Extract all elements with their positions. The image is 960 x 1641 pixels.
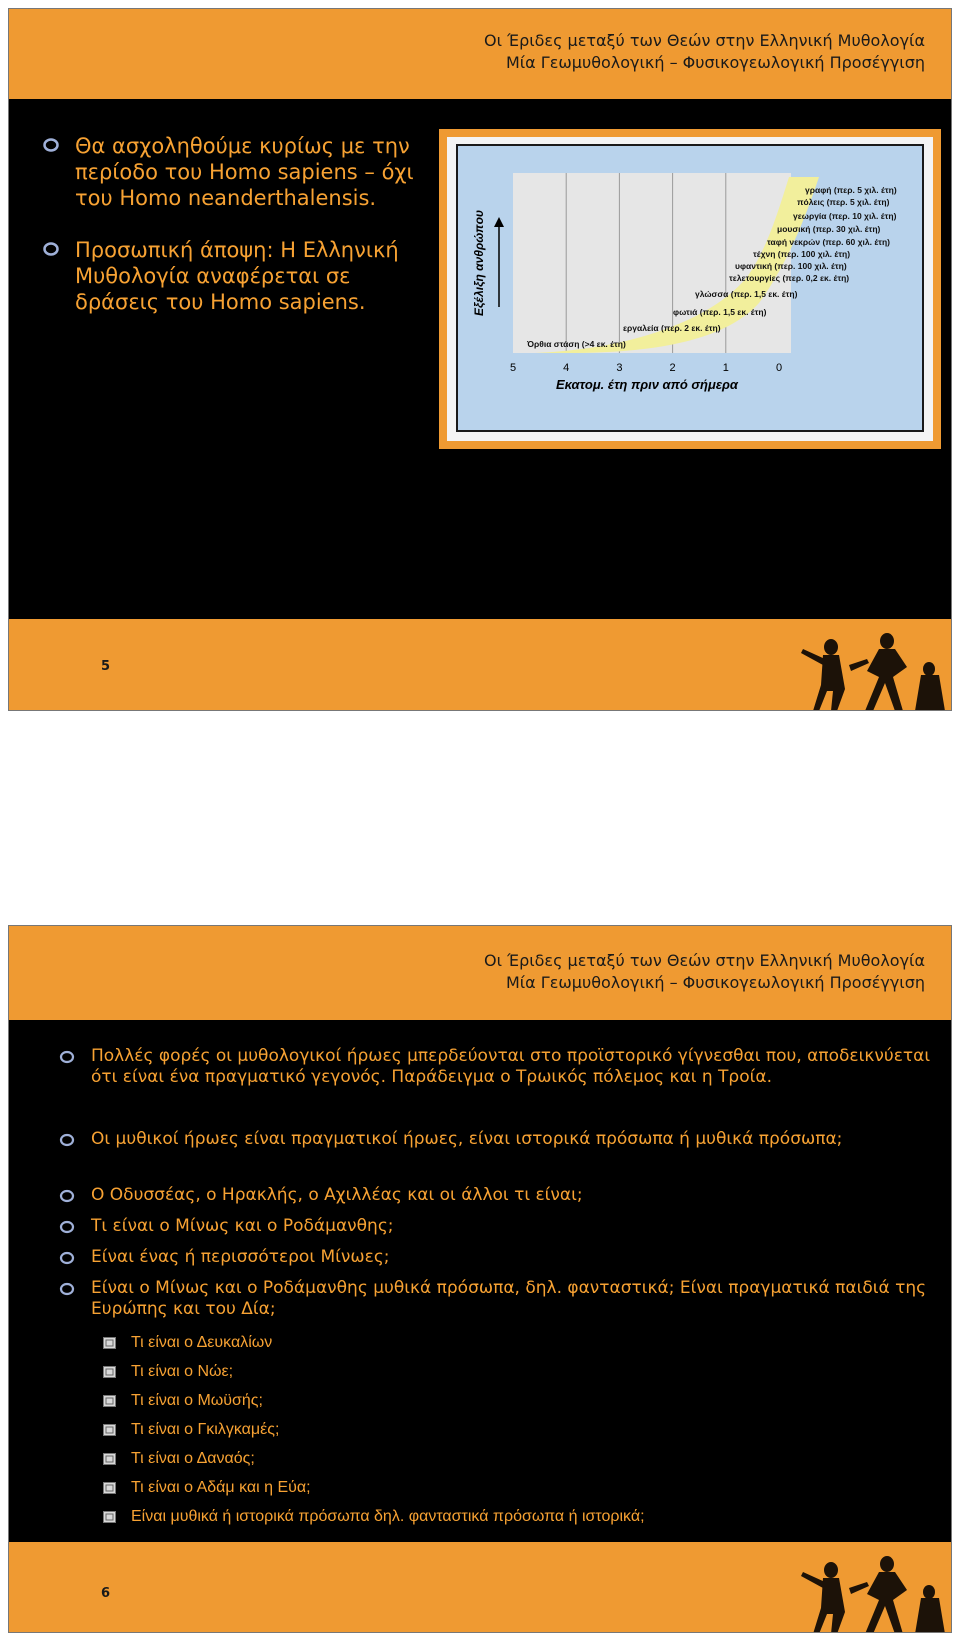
bullet-icon bbox=[59, 1188, 75, 1204]
greek-vase-figures-icon bbox=[789, 1542, 949, 1633]
slide6-bullet-6: Είναι ο Μίνως και ο Ροδάμανθης μυθικά πρόσωπα, δηλ. φανταστικά; Είναι πραγματικά παιδιά της Ευρώπης και του Δία; bbox=[91, 1278, 927, 1319]
greek-vase-figures-icon bbox=[789, 619, 949, 711]
slide6-bullet-4: Τι είναι ο Μίνως και ο Ροδάμανθης; bbox=[91, 1216, 394, 1236]
slide6-sub-bullet-7: Είναι μυθικά ή ιστορικά πρόσωπα δηλ. φανταστικά πρόσωπα ή ιστορικά; bbox=[131, 1508, 645, 1525]
square-bullet-icon bbox=[103, 1395, 116, 1407]
slide6-bullet-1: Πολλές φορές οι μυθολογικοί ήρωες μπερδεύονται στο προϊστορικό γίγνεσθαι που, αποδεικνύεται ότι είναι ένα πραγματικό γεγονός. Παράδειγμα ο Τρωικός πόλεμος και η Τροία. bbox=[91, 1046, 931, 1087]
bullet-icon bbox=[59, 1281, 75, 1297]
milestone-label: ταφή νεκρών (περ. 60 χιλ. έτη) bbox=[767, 237, 890, 247]
x-tick-label: 0 bbox=[775, 362, 783, 374]
slide6-sub-bullet-6: Τι είναι ο Αδάμ και η Εύα; bbox=[131, 1479, 311, 1496]
slide5-bullet-2: Προσωπική άποψη: Η Ελληνική Μυθολογία αναφέρεται σε δράσεις του Homo sapiens. bbox=[75, 238, 399, 314]
page-number: 5 bbox=[101, 659, 111, 674]
square-bullet-icon bbox=[103, 1424, 116, 1436]
square-bullet-icon bbox=[103, 1366, 116, 1378]
slide-header bbox=[484, 30, 925, 74]
slide6-sub-bullet-4: Τι είναι ο Γκιλγκαμές; bbox=[131, 1421, 280, 1438]
x-tick-label: 3 bbox=[616, 362, 623, 374]
y-axis-label: Εξέλιξη ανθρώπου bbox=[472, 209, 486, 317]
chart-canvas bbox=[447, 137, 933, 441]
x-tick-label: 5 bbox=[509, 362, 517, 374]
chart-panel bbox=[447, 137, 933, 441]
milestone-label: πόλεις (περ. 5 χιλ. έτη) bbox=[797, 197, 890, 207]
x-axis-label: Εκατομ. έτη πριν από σήμερα bbox=[555, 377, 739, 392]
square-bullet-icon bbox=[103, 1511, 116, 1523]
human-evolution-chart bbox=[439, 129, 941, 449]
header-subtitle: Μία Γεωμυθολογική – Φυσικογεωλογική Προσέγγιση bbox=[505, 53, 925, 72]
milestone-label: γλώσσα (περ. 1,5 εκ. έτη) bbox=[695, 289, 798, 299]
milestone-label: Όρθια στάση (>4 εκ. έτη) bbox=[527, 339, 626, 349]
milestone-label: γραφή (περ. 5 χιλ. έτη) bbox=[805, 185, 897, 195]
slide6-sub-bullet-2: Τι είναι ο Νώε; bbox=[131, 1363, 234, 1380]
bullet-icon bbox=[59, 1132, 75, 1148]
footer-band bbox=[9, 619, 951, 711]
slide5-bullet-1: Θα ασχοληθούμε κυρίως με την περίοδο του Homo sapiens – όχι του Homo neanderthalensis. bbox=[75, 134, 414, 210]
bullet-icon bbox=[59, 1250, 75, 1266]
bullet-icon bbox=[59, 1219, 75, 1235]
slide6-sub-bullet-3: Τι είναι ο Μωϋσής; bbox=[131, 1392, 263, 1409]
x-tick-label: 4 bbox=[563, 362, 570, 374]
square-bullet-icon bbox=[103, 1453, 116, 1465]
milestone-label: τελετουργίες (περ. 0,2 εκ. έτη) bbox=[729, 273, 850, 283]
square-bullet-icon bbox=[103, 1482, 116, 1494]
slide-header bbox=[484, 950, 925, 994]
square-bullet-icon bbox=[103, 1337, 116, 1349]
milestone-label: γεωργία (περ. 10 χιλ. έτη) bbox=[793, 211, 897, 221]
milestone-label: τέχνη (περ. 100 χιλ. έτη) bbox=[753, 249, 851, 259]
header-subtitle: Μία Γεωμυθολογική – Φυσικογεωλογική Προσέγγιση bbox=[505, 973, 925, 992]
slide6-sub-bullet-5: Τι είναι ο Δαναός; bbox=[131, 1450, 255, 1467]
slide-6 bbox=[8, 925, 952, 1633]
slide6-sub-bullet-1: Τι είναι ο Δευκαλίων bbox=[131, 1334, 273, 1351]
bullet-icon bbox=[43, 241, 59, 257]
milestone-label: υφαντική (περ. 100 χιλ. έτη) bbox=[735, 261, 847, 271]
bullet-icon bbox=[59, 1049, 75, 1065]
slide6-bullet-3: Ο Οδυσσέας, ο Ηρακλής, ο Αχιλλέας και οι άλλοι τι είναι; bbox=[91, 1185, 583, 1205]
header-title: Οι Έριδες μεταξύ των Θεών στην Ελληνική Μυθολογία bbox=[484, 31, 925, 50]
slide6-bullet-2: Οι μυθικοί ήρωες είναι πραγματικοί ήρωες, είναι ιστορικά πρόσωπα ή μυθικά πρόσωπα; bbox=[91, 1129, 843, 1149]
milestone-label: μουσική (περ. 30 χιλ. έτη) bbox=[777, 224, 881, 234]
milestone-label: εργαλεία (περ. 2 εκ. έτη) bbox=[623, 323, 721, 333]
x-tick-label: 1 bbox=[722, 362, 729, 374]
x-tick-label: 2 bbox=[669, 362, 676, 374]
page-number: 6 bbox=[101, 1586, 111, 1601]
bullet-icon bbox=[43, 137, 59, 153]
milestone-label: φωτιά (περ. 1,5 εκ. έτη) bbox=[673, 307, 767, 317]
slide6-bullet-5: Είναι ένας ή περισσότεροι Μίνωες; bbox=[91, 1247, 390, 1267]
footer-band bbox=[9, 1542, 951, 1633]
header-title: Οι Έριδες μεταξύ των Θεών στην Ελληνική Μυθολογία bbox=[484, 951, 925, 970]
slide-5 bbox=[8, 8, 952, 711]
